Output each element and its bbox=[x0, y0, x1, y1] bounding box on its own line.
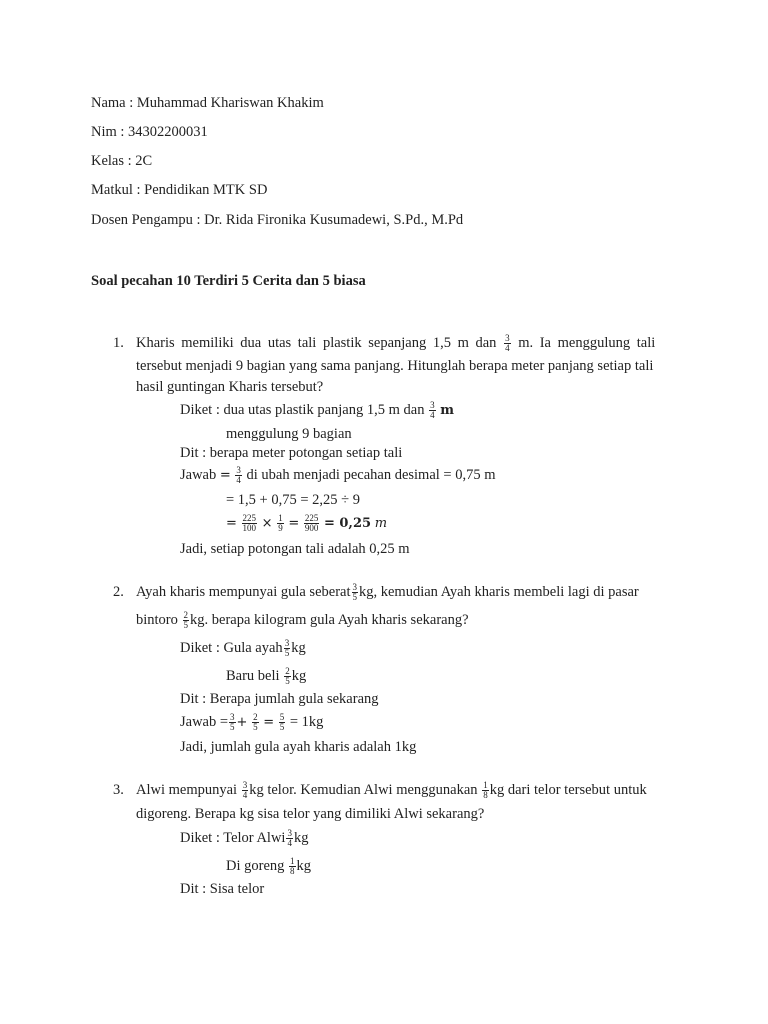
q2-jawab-fraction3: $\frac{5}{5}$ bbox=[279, 712, 285, 733]
q1-diket2: menggulung 9 bagian bbox=[226, 426, 352, 442]
q2-jawab-plus: + bbox=[236, 715, 248, 730]
q2-conclusion: Jadi, jumlah gula ayah kharis adalah 1kg bbox=[180, 739, 417, 755]
q1-diket-text: Diket : dua utas plastik panjang 1,5 m dan bbox=[180, 402, 425, 418]
q1-dit: Dit : berapa meter potongan setiap tali bbox=[180, 445, 403, 461]
q2-jawab-fraction2: $\frac{2}{5}$ bbox=[253, 712, 258, 733]
q2-line2 bbox=[136, 611, 469, 630]
q2-baru-fraction: $\frac{2}{5}$ bbox=[285, 666, 290, 687]
q1-number: 1. bbox=[113, 335, 124, 351]
q3-line1-text: Alwi mempunyai bbox=[136, 782, 238, 798]
q1-line1 bbox=[136, 334, 655, 353]
q3-diket-fraction: $\frac{3}{4}$ bbox=[287, 828, 292, 849]
q2-jawab-label: Jawab = bbox=[180, 714, 229, 730]
q2-diket bbox=[180, 639, 306, 658]
q3-line1 bbox=[136, 781, 647, 800]
q3-fraction2: $\frac{1}{8}$ bbox=[483, 780, 488, 801]
q1-line3: hasil guntingan Kharis tersebut? bbox=[136, 379, 324, 395]
q1-step3-fraction3: $\frac{225}{900}$ bbox=[304, 513, 319, 534]
q2-line1-text-end: kg, kemudian Ayah kharis membeli lagi di pasar bbox=[359, 584, 639, 600]
q1-jawab-fraction: $\frac{3}{4}$ bbox=[236, 465, 241, 486]
q1-step3-fraction1: $\frac{225}{100}$ bbox=[242, 513, 257, 534]
q3-diket bbox=[180, 829, 308, 848]
q2-line2-text-end: kg. berapa kilogram gula Ayah kharis sekarang? bbox=[190, 612, 469, 628]
q1-step3-times: × bbox=[261, 516, 273, 531]
q1-diket-unit: m bbox=[440, 403, 454, 418]
q1-step3-fraction2: $\frac{1}{9}$ bbox=[278, 513, 283, 534]
student-nim: Nim : 34302200031 bbox=[91, 124, 208, 140]
q3-goreng-fraction: $\frac{1}{8}$ bbox=[290, 856, 295, 877]
q1-conclusion: Jadi, setiap potongan tali adalah 0,25 m bbox=[180, 541, 410, 557]
q2-jawab-equals: = bbox=[263, 715, 275, 730]
q3-dit: Dit : Sisa telor bbox=[180, 881, 265, 897]
q2-dit: Dit : Berapa jumlah gula sekarang bbox=[180, 691, 379, 707]
q3-diket-text: Diket : Telor Alwi bbox=[180, 830, 286, 846]
q1-line2: tersebut menjadi 9 bagian yang sama panjang. Hitunglah berapa meter panjang setiap tali bbox=[136, 358, 654, 374]
q2-diket-unit: kg bbox=[291, 640, 306, 656]
q3-goreng-text: Di goreng bbox=[226, 858, 285, 874]
student-class: Kelas : 2C bbox=[91, 153, 153, 169]
q2-diket-fraction: $\frac{3}{5}$ bbox=[284, 638, 290, 659]
q1-step2: = 1,5 + 0,75 = 2,25 ÷ 9 bbox=[226, 492, 360, 508]
q2-jawab bbox=[180, 713, 323, 732]
q2-line2-text: bintoro bbox=[136, 612, 178, 628]
q1-line1-text-end: m. Ia menggulung tali bbox=[518, 335, 656, 351]
q2-baru-text: Baru beli bbox=[226, 668, 280, 684]
q1-jawab-text: di ubah menjadi pecahan desimal = 0,75 m bbox=[246, 467, 496, 483]
q2-line1-text: Ayah kharis mempunyai gula seberat bbox=[136, 584, 351, 600]
q1-step3 bbox=[226, 514, 387, 533]
q3-number: 3. bbox=[113, 782, 124, 798]
q3-fraction1: $\frac{3}{4}$ bbox=[242, 780, 248, 801]
student-name: Nama : Muhammad Khariswan Khakim bbox=[91, 95, 324, 111]
q2-jawab-fraction1: $\frac{3}{5}$ bbox=[230, 712, 235, 733]
q3-digoreng bbox=[226, 857, 311, 876]
q3-line1-text-mid: kg telor. Kemudian Alwi menggunakan bbox=[249, 782, 478, 798]
q3-line2: digoreng. Berapa kg sisa telor yang dimiliki Alwi sekarang? bbox=[136, 806, 485, 822]
q2-baru-unit: kg bbox=[291, 668, 307, 684]
q2-number: 2. bbox=[113, 584, 124, 600]
q2-baru-beli bbox=[226, 667, 306, 686]
q1-line1-text: Kharis memiliki dua utas tali plastik sepanjang 1,5 m dan bbox=[136, 335, 497, 351]
q2-jawab-result: = 1kg bbox=[289, 714, 324, 730]
q1-jawab bbox=[180, 466, 496, 485]
q3-line1-text-end: kg dari telor tersebut untuk bbox=[489, 782, 647, 798]
q1-step3-equals: = bbox=[226, 516, 237, 531]
q3-goreng-unit: kg bbox=[296, 858, 312, 874]
section-title: Soal pecahan 10 Terdiri 5 Cerita dan 5 biasa bbox=[91, 273, 366, 289]
q1-step3-unit: m bbox=[374, 516, 388, 531]
q2-diket-text: Diket : Gula ayah bbox=[180, 640, 283, 656]
q1-fraction: $\frac{3}{4}$ bbox=[505, 333, 510, 354]
q2-line1 bbox=[136, 583, 639, 602]
q1-jawab-label: Jawab bbox=[180, 467, 217, 483]
q1-jawab-equals: = bbox=[219, 468, 231, 483]
q1-diket-fraction: $\frac{3}{4}$ bbox=[430, 400, 435, 421]
course-name: Matkul : Pendidikan MTK SD bbox=[91, 182, 268, 198]
q1-step3-result: = 0,25 bbox=[323, 516, 372, 531]
q1-step3-equals2: = bbox=[288, 516, 300, 531]
q2-fraction1: $\frac{3}{5}$ bbox=[352, 582, 357, 603]
q2-fraction2: $\frac{2}{5}$ bbox=[183, 610, 189, 631]
q3-diket-unit: kg bbox=[293, 830, 309, 846]
q1-diket bbox=[180, 401, 454, 420]
lecturer-name: Dosen Pengampu : Dr. Rida Fironika Kusumadewi, S.Pd., M.Pd bbox=[91, 212, 464, 228]
